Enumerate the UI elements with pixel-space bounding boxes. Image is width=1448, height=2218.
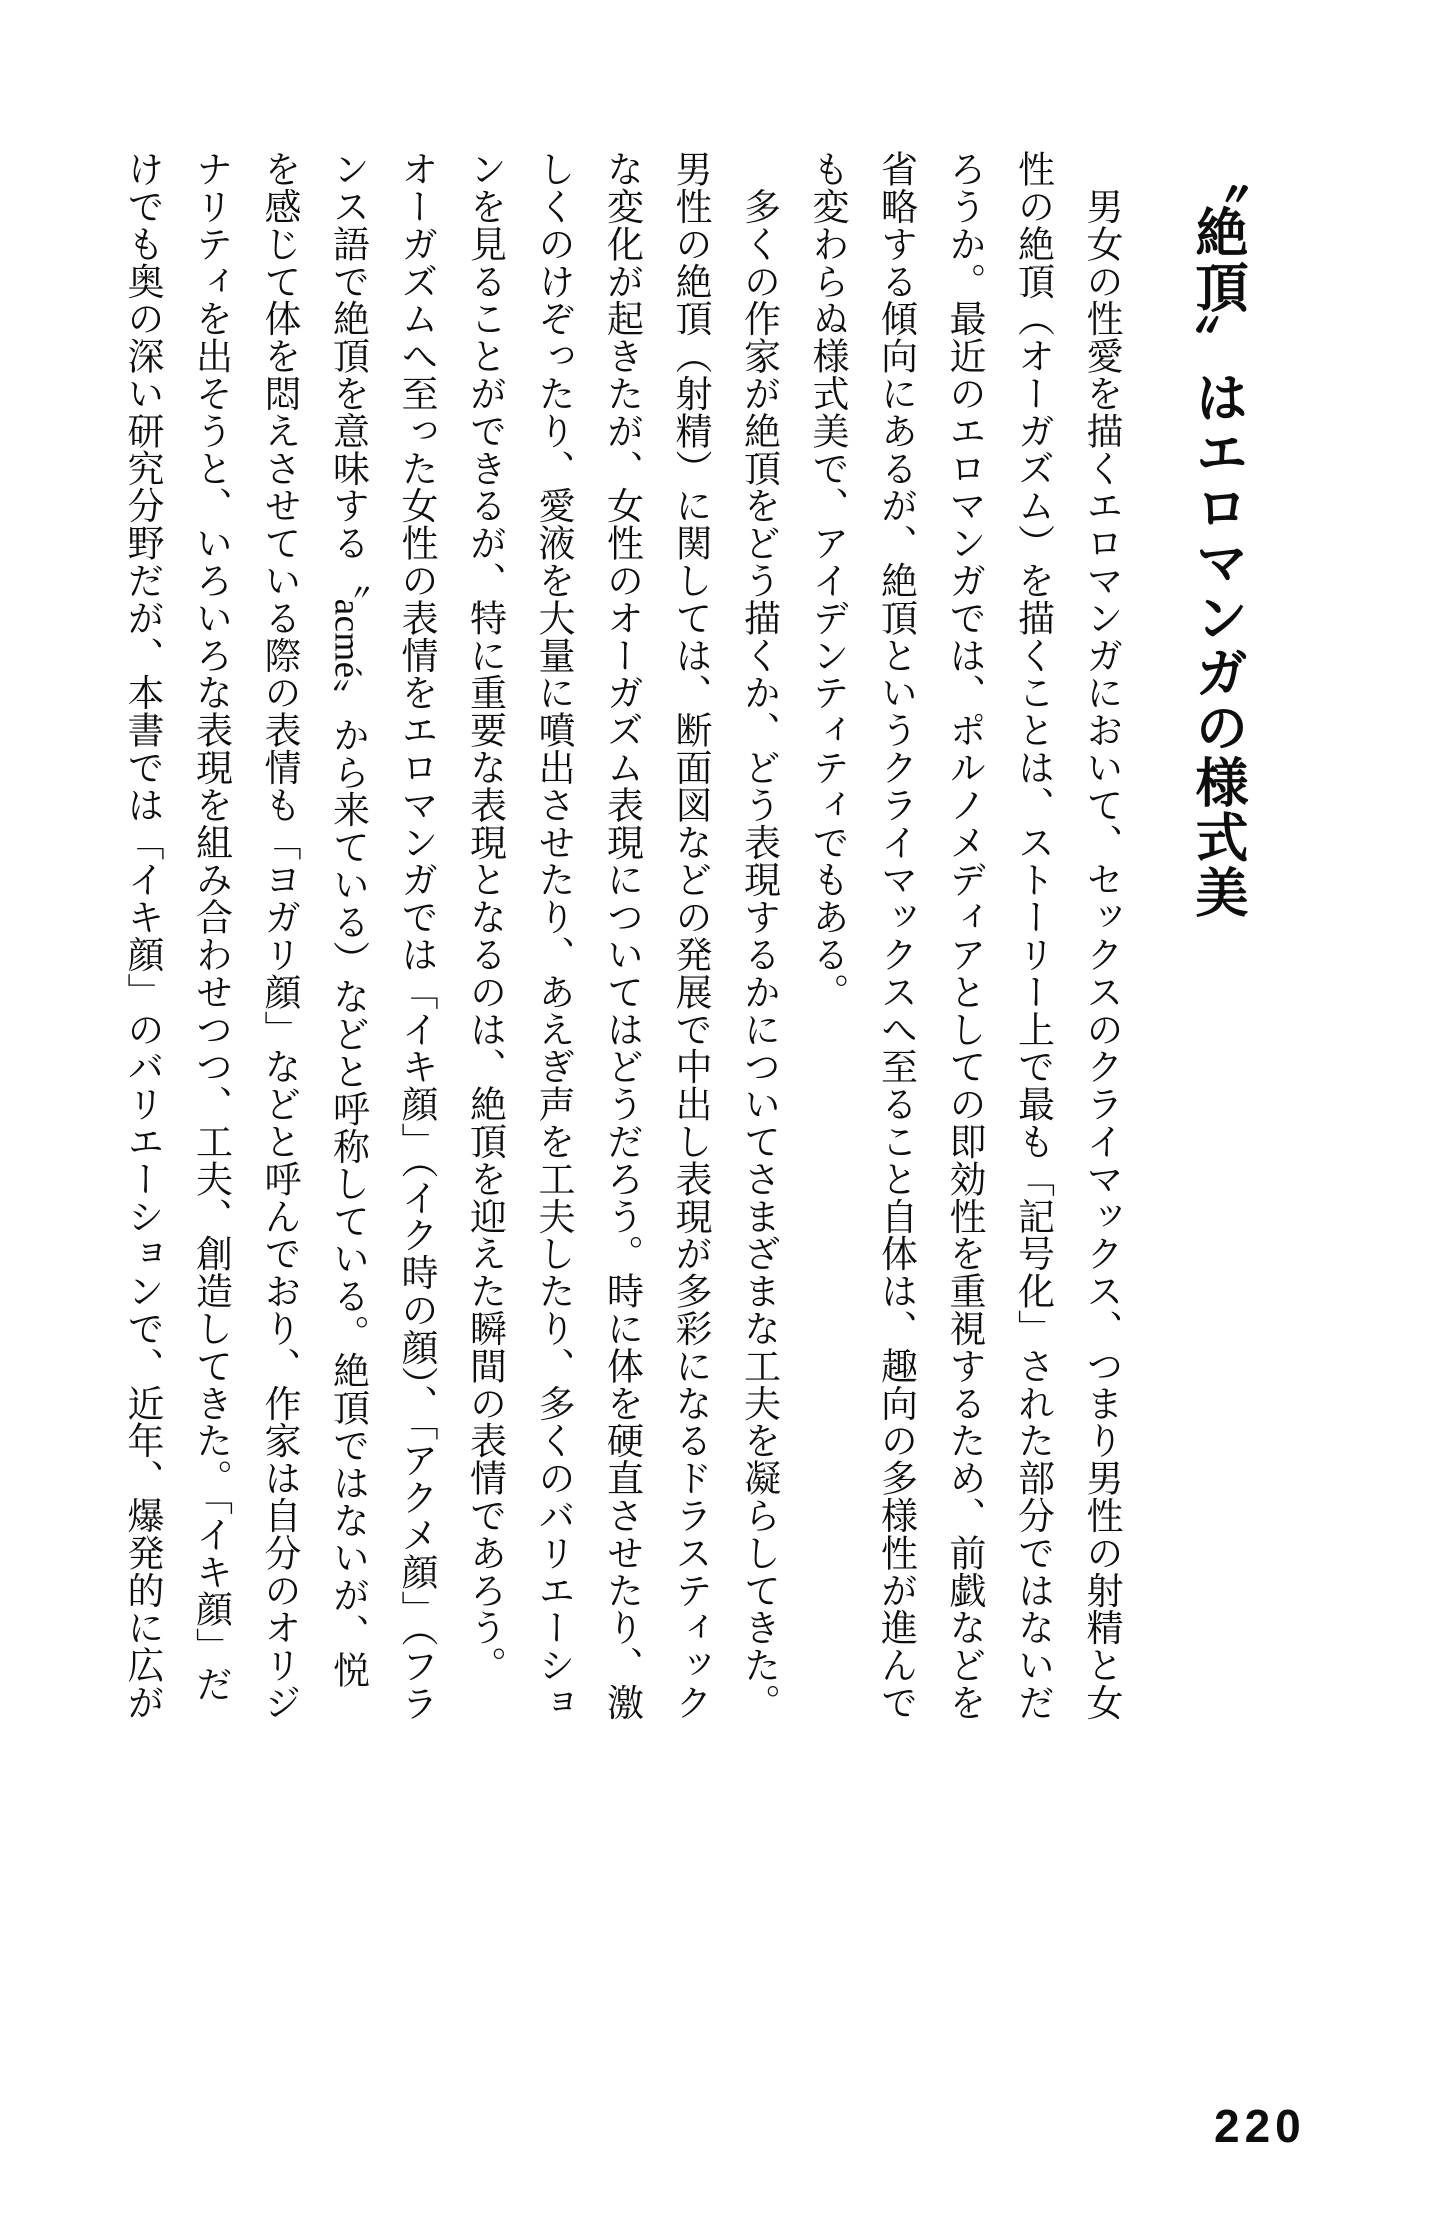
page-title: 〝絶頂〟はエロマンガの様式美 <box>1188 150 1247 920</box>
text-column: しくのけぞったり、愛液を大量に噴出させたり、あえぎ声を工夫したり、多くのバリエーショ <box>532 150 573 1721</box>
text-column: ンを見ることができるが、特に重要な表現となるのは、絶頂を迎えた瞬間の表情であろう。 <box>463 150 505 1684</box>
page-number: 220 <box>1214 2100 1306 2152</box>
text-column: な変化が起きたが、女性のオーガズム表現についてはどうだろう。時に体を硬直させたり、激 <box>600 150 642 1721</box>
text-column: を感じて体を悶えさせている際の表情も「ヨガリ顔」などと呼んでおり、作家は自分のオリジ <box>258 150 299 1721</box>
text-column: 性の絶頂（オーガズム）を描くことは、ストーリー上で最も「記号化」された部分ではないだ <box>1011 150 1053 1721</box>
text-column: 男性の絶頂（射精）に関しては、断面図などの発展で中出し表現が多彩になるドラスティック <box>669 150 710 1721</box>
text-column: けでも奥の深い研究分野だが、本書では「イキ顔」のバリエーションで、近年、爆発的に広が <box>121 150 162 1721</box>
text-column: 男女の性愛を描くエロマンガにおいて、セックスのクライマックス、つまり男性の射精と女 <box>1080 150 1121 1721</box>
text-column: オーガズムへ至った女性の表情をエロマンガでは「イキ顔」（イク時の顔）、「アクメ顔」（フラ <box>395 150 436 1722</box>
text-column: 多くの作家が絶頂をどう描くか、どう表現するかについてさまざまな工夫を凝らしてきた。 <box>737 150 779 1721</box>
text-column: も変わらぬ様式美で、アイデンティティでもある。 <box>806 150 847 1011</box>
text-column: 省略する傾向にあるが、絶頂というクライマックスへ至ること自体は、趣向の多様性が進んで <box>874 150 916 1721</box>
text-column: ナリティを出そうと、いろいろな表現を組み合わせつつ、工夫、創造してきた。「イキ顔」だ <box>189 150 231 1703</box>
vertical-text-block <box>107 150 1259 1725</box>
text-columns <box>107 150 1135 1725</box>
text-column: ンス語で絶頂を意味する〝acmé〟から来ている）などと呼称している。絶頂ではないが、悦 <box>326 150 368 1689</box>
text-column: ろうか。最近のエロマンガでは、ポルノメディアとしての即効性を重視するため、前戯などを <box>943 150 984 1721</box>
